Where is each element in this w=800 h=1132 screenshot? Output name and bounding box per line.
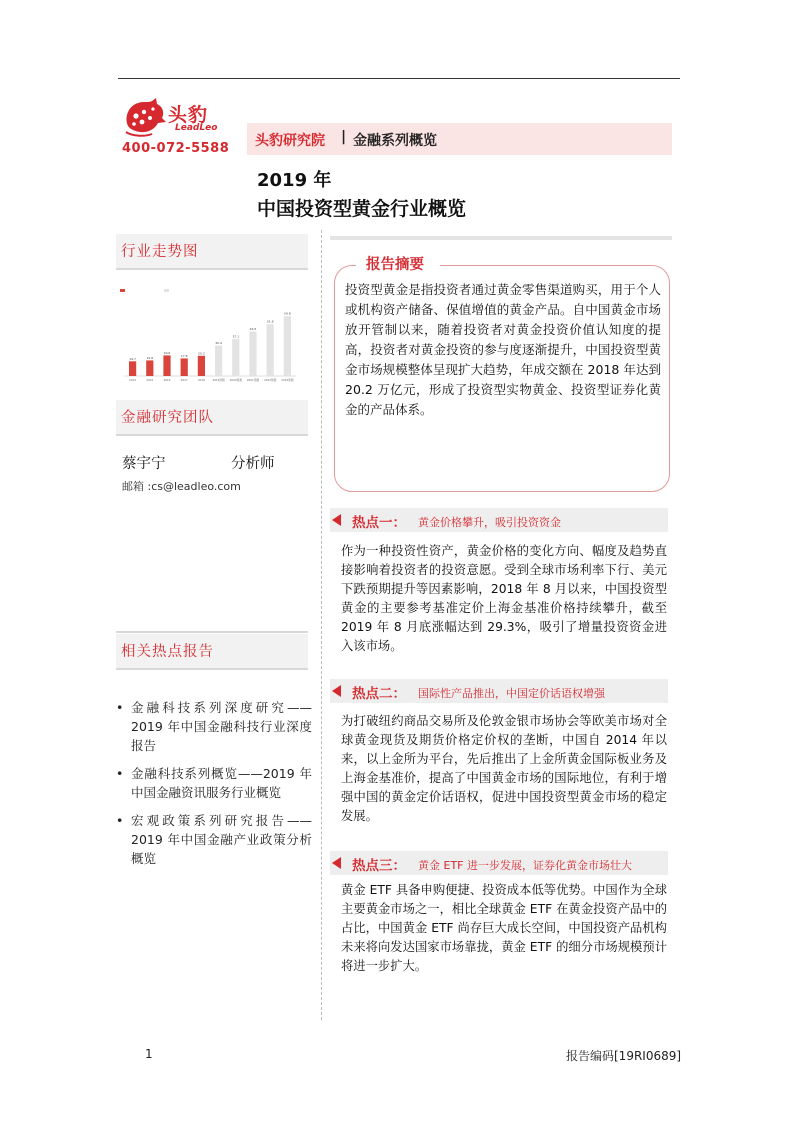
bar-value-label: 15.6: [146, 355, 154, 360]
x-tick-label: 2017: [180, 378, 188, 382]
chart-bar: [249, 332, 256, 377]
related-report-item[interactable]: [116, 698, 312, 755]
bar-value-label: 51.8: [266, 319, 274, 324]
analyst-name: 蔡宇宁: [122, 456, 166, 472]
series-banner: [247, 123, 672, 155]
abstract-label: [356, 250, 440, 276]
x-tick-label: 2016: [163, 378, 171, 382]
x-tick-label: 2023预测: [281, 378, 294, 382]
chart-bar: [232, 339, 239, 376]
series-name: 金融系列概览: [353, 133, 437, 149]
bar-value-label: 44.5: [249, 327, 257, 331]
related-reports-list: [116, 698, 312, 877]
hotspot-label: 热点一：: [352, 515, 406, 531]
bar-value-label: 17.6: [180, 353, 188, 358]
bar-value-label: 14.7: [129, 356, 136, 361]
report-title: 中国投资型黄金行业概览: [257, 198, 467, 220]
abstract-label-text: 报告摘要: [366, 257, 424, 273]
trend-chart-svg: [116, 280, 300, 388]
hotspot-label: 热点三：: [352, 858, 406, 874]
abstract-text: 投资型黄金是指投资者通过黄金零售渠道购买，用于个人或机构资产储备、保值增值的黄金产品。自中国黄金市场放开管制以来，随着投资者对黄金投资价值认知度的提高，投资者对黄金投资的参与度逐渐提升，中国投资型黄金市场规模整体呈现扩大趋势，年成交额在 2018 年达到 20.2 万亿元，形成了投资型实物黄金、投资型证券化黄金的产品体系。: [345, 282, 661, 417]
hotspot-subtitle: 黄金价格攀升，吸引投资资金: [418, 516, 561, 529]
legend-swatch-2: [164, 289, 169, 292]
chart-bar: [181, 358, 188, 376]
chart-bar: [146, 360, 153, 376]
analyst-email: 邮箱 :cs@leadleo.com: [122, 480, 241, 493]
bar-value-label: 37.1: [232, 334, 240, 339]
bar-value-label: 20.2: [198, 351, 205, 356]
trend-heading-rule: [116, 268, 308, 270]
chart-bar: [129, 361, 136, 376]
abstract-top-rule: [330, 236, 672, 240]
brand-name-cn: 头豹: [168, 104, 209, 126]
chart-bar: [215, 346, 222, 376]
pointer-triangle-icon: [332, 685, 341, 697]
hotspot-1-text: 作为一种投资性资产，黄金价格的变化方向、幅度及趋势直接影响着投资者的投资意愿。受到全球市场利率下行、美元下跌预期提升等因素影响，2018 年 8 月以来，中国投资型黄金的主要参考基准定价上海金基准价格持续攀升，截至 2019 年 8 月底涨幅达到 29.3%，吸引了增量投资资金进入该市场。: [341, 544, 667, 653]
chart-bar: [198, 356, 205, 376]
x-tick-label: 2019预测: [212, 378, 225, 382]
hotspot-2-header: [330, 679, 668, 703]
bar-value-label: 20.6: [163, 350, 171, 355]
page-number: 1: [145, 1047, 153, 1061]
bullet-icon: •: [116, 813, 124, 828]
analyst-role: 分析师: [231, 456, 275, 472]
institute-name: 头豹研究院: [255, 133, 325, 149]
team-heading: [116, 400, 308, 434]
leopard-logo-icon: [122, 96, 168, 138]
x-tick-label: 2018: [197, 378, 205, 382]
hotspot-1-header: [330, 508, 668, 532]
related-report-title: 金融科技系列深度研究——2019 年中国金融科技行业深度报告: [131, 700, 312, 753]
chart-bar: [267, 324, 274, 376]
pointer-triangle-icon: [332, 857, 341, 869]
hotspot-2-text: 为打破纽约商品交易所及伦敦金银市场协会等欧美市场对全球黄金现货及期货价格定价权的垄断，中国自 2014 年以来，以上金所为平台，先后推出了上金所黄金国际板业务及上海金基准价，提高了中国黄金市场的国际地位，有利于增强中国的黄金定价话语权，促进中国投资型黄金市场的稳定发展。: [341, 714, 667, 823]
x-tick-label: 2014: [129, 378, 137, 382]
banner-separator: |: [341, 129, 347, 145]
trend-mini-chart: [116, 280, 300, 388]
trend-heading-text: 行业走势图: [121, 244, 199, 260]
hotspot-3-header: [330, 851, 668, 875]
related-report-item[interactable]: [116, 764, 312, 802]
hotline-phone: 400-072-5588: [122, 141, 230, 156]
hotspot-label: 热点二：: [352, 686, 406, 702]
team-heading-text: 金融研究团队: [121, 410, 214, 426]
hotspot-subtitle: 国际性产品推出，中国定价话语权增强: [418, 687, 605, 700]
brand-name-en: LeadLeo: [175, 123, 218, 133]
x-tick-label: 2015: [146, 378, 154, 382]
pointer-triangle-icon: [332, 514, 341, 526]
hotspot-subtitle: 黄金 ETF 进一步发展，证券化黄金市场壮大: [418, 859, 632, 872]
hotspot-3-text: 黄金 ETF 具备申购便捷、投资成本低等优势。中国作为全球主要黄金市场之一，相比全球黄金 ETF 在黄金投资产品中的占比，中国黄金 ETF 尚存巨大成长空间，中国投资产品机构未来将向发达国家市场靠拢，黄金 ETF 的细分市场规模预计将进一步扩大。: [341, 883, 667, 973]
report-code: 报告编码[19RI0689]: [566, 1049, 682, 1063]
x-tick-label: 2020预测: [229, 378, 242, 382]
x-tick-label: 2022预测: [264, 378, 277, 382]
related-heading: [116, 634, 308, 668]
bullet-icon: •: [116, 700, 124, 715]
top-rule: [118, 78, 680, 79]
bar-value-label: 30.4: [215, 341, 222, 346]
related-heading-text: 相关热点报告: [121, 644, 214, 660]
column-divider: [321, 230, 322, 1020]
chart-bar: [284, 316, 291, 376]
related-report-item[interactable]: [116, 811, 312, 868]
report-year: 2019 年: [257, 170, 332, 191]
x-tick-label: 2021预测: [246, 378, 260, 382]
related-report-title: 金融科技系列概览——2019 年中国金融资讯服务行业概览: [131, 766, 312, 800]
trend-heading: [116, 234, 308, 268]
related-top-rule: [116, 631, 308, 633]
leadleo-logo: [122, 96, 232, 142]
related-report-title: 宏观政策系列研究报告——2019 年中国金融产业政策分析概览: [131, 813, 312, 866]
bar-value-label: 59.8: [284, 311, 291, 316]
team-heading-rule: [116, 434, 308, 436]
legend-swatch-1: [120, 289, 125, 292]
related-heading-rule: [116, 668, 308, 670]
bullet-icon: •: [116, 766, 124, 781]
chart-bar: [163, 355, 170, 376]
